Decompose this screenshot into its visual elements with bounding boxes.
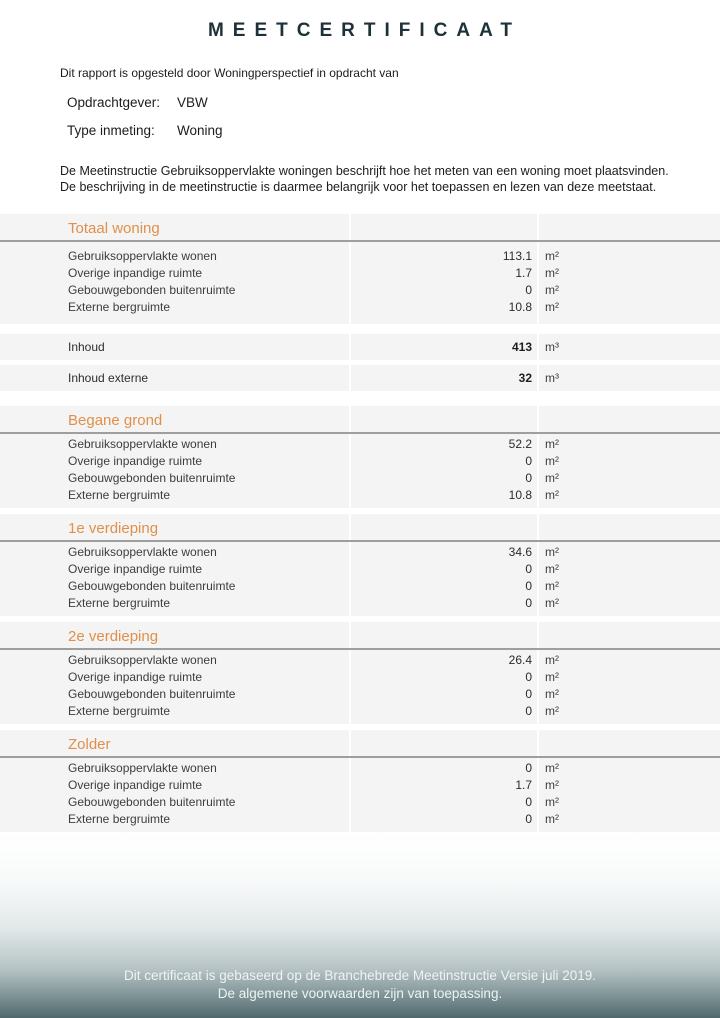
row-value: 52.2 (508, 437, 532, 451)
unit-column (539, 650, 720, 724)
row-unit: m³ (545, 371, 559, 385)
value-column (351, 434, 537, 508)
row-label: Externe bergruimte (68, 596, 171, 610)
row-unit: m² (545, 579, 559, 593)
section-header-2e-verdieping (0, 622, 720, 650)
row-label: Gebruiksoppervlakte wonen (68, 545, 217, 559)
unit-column (539, 434, 720, 508)
row-value: 0 (525, 704, 532, 718)
row-label: Gebruiksoppervlakte wonen (68, 437, 217, 451)
row-unit: m² (545, 283, 559, 297)
spacer (0, 391, 720, 406)
row-unit: m² (545, 300, 559, 314)
section-title: Zolder (68, 736, 111, 753)
label-column (0, 650, 349, 724)
row-value: 26.4 (508, 653, 532, 667)
row-value: 0 (525, 596, 532, 610)
section-title: 2e verdieping (68, 628, 159, 645)
row-value: 0 (525, 670, 532, 684)
field-value: Woning (177, 123, 223, 138)
row-label: Gebruiksoppervlakte wonen (68, 761, 217, 775)
row-value: 0 (525, 795, 532, 809)
header-spacer-cell (351, 514, 537, 540)
header-fields (67, 93, 720, 149)
field-type-inmeting (67, 121, 720, 140)
row-label: Overige inpandige ruimte (68, 562, 203, 576)
row-label: Gebouwgebonden buitenruimte (68, 471, 236, 485)
field-opdrachtgever (67, 93, 720, 112)
unit-column (539, 758, 720, 832)
row-value: 0 (525, 471, 532, 485)
row-value: 0 (525, 579, 532, 593)
row-unit: m² (545, 471, 559, 485)
row-unit: m² (545, 795, 559, 809)
section-rows-begane-grond (0, 434, 720, 508)
label-column (0, 542, 349, 616)
row-unit: m² (545, 545, 559, 559)
field-value: VBW (177, 95, 208, 110)
paragraph-line: De Meetinstructie Gebruiksoppervlakte woningen beschrijft hoe het meten van een woning moet plaatsvinden. (60, 164, 669, 178)
row-unit: m² (545, 266, 559, 280)
row-unit: m² (545, 562, 559, 576)
row-unit: m² (545, 812, 559, 826)
header-spacer-cell (351, 214, 537, 240)
header-spacer-cell (539, 406, 720, 432)
row-unit: m² (545, 687, 559, 701)
value-column (351, 542, 537, 616)
paragraph-line: De beschrijving in de meetinstructie is daarmee belangrijk voor het toepassen en lezen van deze meetstaat. (60, 179, 657, 194)
row-label: Gebruiksoppervlakte wonen (68, 249, 217, 263)
header-spacer-cell (351, 406, 537, 432)
row-value: 10.8 (508, 488, 532, 502)
row-value: 34.6 (508, 545, 532, 559)
row-label: Gebouwgebonden buitenruimte (68, 795, 236, 809)
section-rows-totaal-woning (0, 242, 720, 324)
row-unit: m² (545, 249, 559, 263)
row-label: Externe bergruimte (68, 300, 171, 314)
row-value: 1.7 (515, 778, 532, 792)
row-value: 0 (525, 454, 532, 468)
row-unit: m² (545, 670, 559, 684)
page-title: MEETCERTIFICAAT (207, 20, 522, 41)
row-value: 0 (525, 687, 532, 701)
row-value: 0 (525, 283, 532, 297)
section-title: Begane grond (68, 412, 163, 429)
unit-column (539, 242, 720, 324)
section-title: 1e verdieping (68, 520, 159, 537)
row-unit: m² (545, 454, 559, 468)
row-label: Gebruiksoppervlakte wonen (68, 653, 217, 667)
field-label: Type inmeting: (67, 123, 155, 138)
spacer (0, 324, 720, 334)
row-value: 32 (518, 371, 532, 385)
row-value: 0 (525, 562, 532, 576)
row-unit: m² (545, 653, 559, 667)
value-column (351, 242, 537, 324)
row-unit: m² (545, 488, 559, 502)
header-spacer-cell (539, 514, 720, 540)
value-column (351, 650, 537, 724)
footer-line: Dit certificaat is gebaseerd op de Branchebrede Meetinstructie Versie juli 2019. (123, 968, 596, 983)
section-rows-2e-verdieping (0, 650, 720, 724)
row-label: Inhoud externe (68, 371, 149, 385)
section-header-zolder (0, 730, 720, 758)
section-header-totaal-woning (0, 214, 720, 242)
row-unit: m³ (545, 340, 559, 354)
row-value: 0 (525, 761, 532, 775)
label-column (0, 758, 349, 832)
row-label: Overige inpandige ruimte (68, 266, 203, 280)
row-label: Gebouwgebonden buitenruimte (68, 283, 236, 297)
row-unit: m² (545, 704, 559, 718)
footer-gradient (0, 832, 720, 1018)
section-rows-1e-verdieping (0, 542, 720, 616)
measurement-table (0, 214, 720, 832)
row-label: Overige inpandige ruimte (68, 670, 203, 684)
row-label: Overige inpandige ruimte (68, 778, 203, 792)
section-header-1e-verdieping (0, 514, 720, 542)
section-title: Totaal woning (68, 220, 160, 237)
row-value: 113.1 (502, 249, 532, 263)
row-label: Gebouwgebonden buitenruimte (68, 687, 236, 701)
row-label: Overige inpandige ruimte (68, 454, 203, 468)
row-value: 0 (525, 812, 532, 826)
meetinstructie-paragraph (60, 164, 720, 195)
header-spacer-cell (539, 730, 720, 756)
row-label: Externe bergruimte (68, 812, 171, 826)
section-header-begane-grond (0, 406, 720, 434)
row-unit: m² (545, 761, 559, 775)
row-value: 1.7 (515, 266, 532, 280)
row-label: Gebouwgebonden buitenruimte (68, 579, 236, 593)
header-spacer-cell (539, 622, 720, 648)
label-column (0, 434, 349, 508)
row-label: Inhoud (68, 340, 105, 354)
header-spacer-cell (351, 622, 537, 648)
value-column (351, 758, 537, 832)
row-value: 10.8 (508, 300, 532, 314)
row-unit: m² (545, 778, 559, 792)
row-unit: m² (545, 596, 559, 610)
inhoud-externe-row (0, 365, 720, 391)
header-spacer-cell (351, 730, 537, 756)
header-spacer-cell (539, 214, 720, 240)
unit-column (539, 542, 720, 616)
intro-line: Dit rapport is opgesteld door Woningperspectief in opdracht van (60, 66, 399, 80)
field-label: Opdrachtgever: (67, 95, 161, 110)
inhoud-row (0, 334, 720, 360)
footer-line: De algemene voorwaarden zijn van toepassing. (217, 986, 503, 1001)
row-value: 413 (511, 340, 532, 354)
row-label: Externe bergruimte (68, 704, 171, 718)
row-label: Externe bergruimte (68, 488, 171, 502)
section-rows-zolder (0, 758, 720, 832)
footer-disclaimer (0, 967, 720, 1003)
row-unit: m² (545, 437, 559, 451)
label-column (0, 242, 349, 324)
